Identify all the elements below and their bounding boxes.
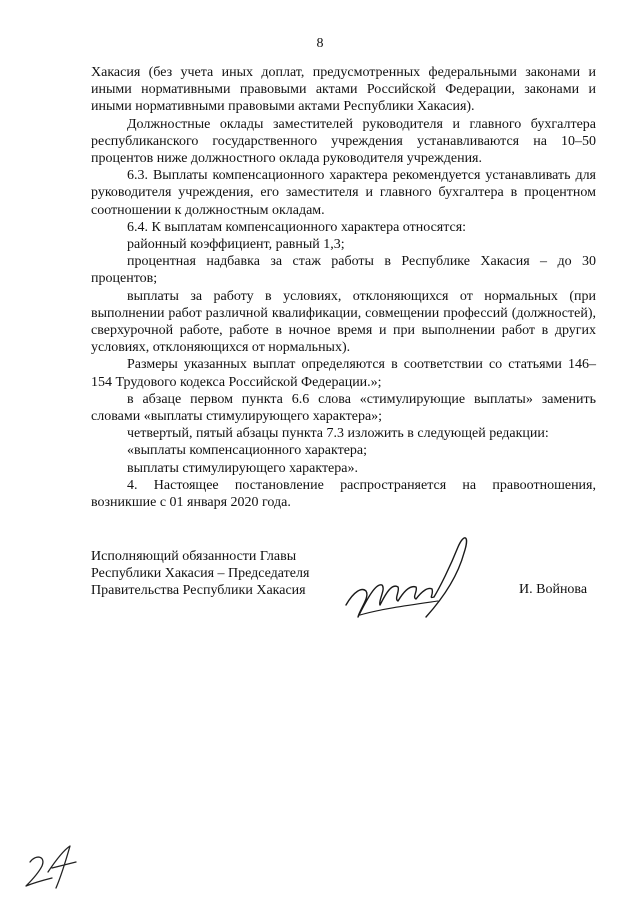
paragraph: процентная надбавка за стаж работы в Республике Хакасия – до 30 процентов; bbox=[91, 254, 596, 287]
paragraph: Хакасия (без учета иных доплат, предусмотренных федеральными законами и иными нормативными правовыми актами Российской Федерации, законами и иными нормативными правовыми актами Республики Хакасия). bbox=[91, 65, 596, 115]
handwritten-initials bbox=[22, 842, 82, 892]
handwritten-signature bbox=[340, 525, 490, 625]
signatory-position-line: Исполняющий обязанности Главы bbox=[91, 549, 297, 564]
signatory-position bbox=[91, 548, 309, 600]
paragraph: 6.4. К выплатам компенсационного характера относятся: bbox=[127, 219, 467, 235]
paragraph: 6.3. Выплаты компенсационного характера рекомендуется устанавливать для руководителя учреждения, его заместителя и главного бухгалтера в процентном соотношении к должностным окладам. bbox=[91, 168, 596, 218]
page-number: 8 bbox=[316, 36, 324, 51]
paragraph: Размеры указанных выплат определяются в соответствии со статьями 146–154 Трудового кодекса Российской Федерации.»; bbox=[91, 357, 596, 390]
paragraph: выплаты стимулирующего характера». bbox=[127, 460, 358, 476]
signatory-position-line: Правительства Республики Хакасия bbox=[91, 583, 306, 599]
paragraph: в абзаце первом пункта 6.6 слова «стимулирующие выплаты» заменить словами «выплаты стимулирующего характера»; bbox=[91, 391, 596, 425]
paragraph: четвертый, пятый абзацы пункта 7.3 изложить в следующей редакции: bbox=[127, 426, 549, 442]
document-body bbox=[91, 64, 596, 511]
paragraph: районный коэффициент, равный 1,3; bbox=[127, 237, 345, 253]
paragraph: выплаты за работу в условиях, отклоняющихся от нормальных (при выполнении работ различной квалификации, совмещении профессий (должностей), сверхурочной работе, работе в ночное время и при выполнении работ в других условиях, отклоняющихся от нормальных). bbox=[91, 288, 596, 356]
paragraph: 4. Настоящее постановление распространяется на правоотношения, возникшие с 01 января 2020 года. bbox=[91, 477, 596, 511]
paragraph: Должностные оклады заместителей руководителя и главного бухгалтера республиканского государственного учреждения устанавливаются на 10–50 процентов ниже должностного оклада руководителя учреждения. bbox=[91, 116, 596, 167]
signer-name: И. Войнова bbox=[519, 582, 588, 597]
signatory-position-line: Республики Хакасия – Председателя bbox=[91, 566, 310, 582]
paragraph: «выплаты компенсационного характера; bbox=[127, 443, 368, 459]
